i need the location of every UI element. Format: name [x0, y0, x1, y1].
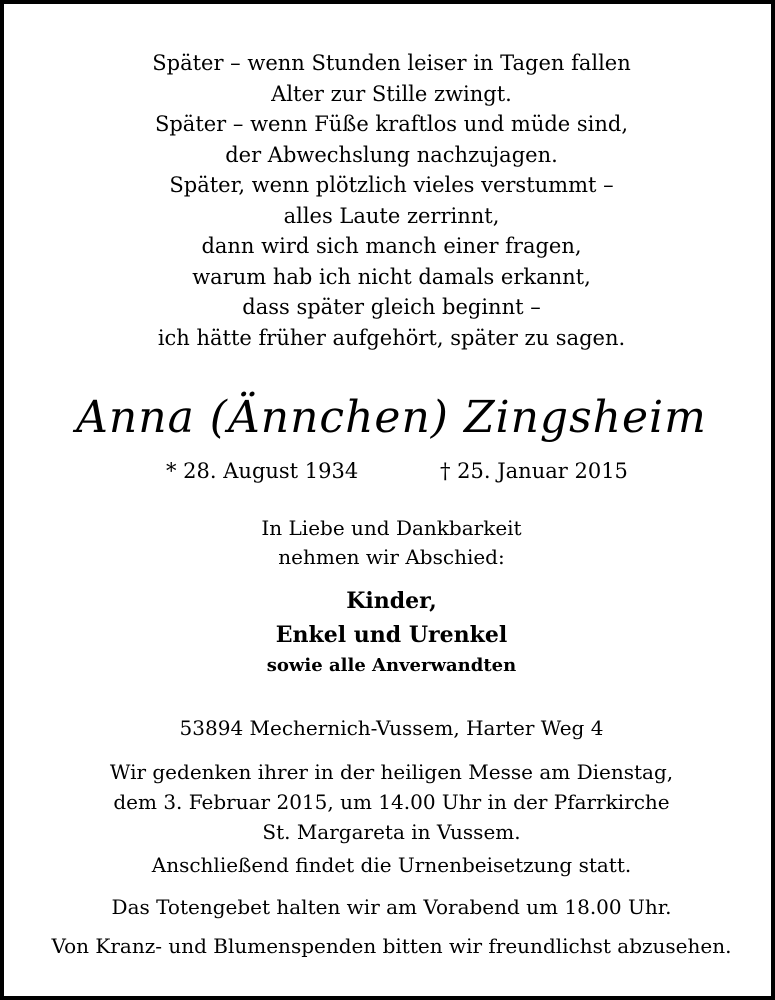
mass-announcement [4, 757, 775, 847]
poem [4, 48, 775, 353]
poem-line: dann wird sich manch einer fragen, [201, 234, 582, 258]
poem-line: ich hätte früher aufgehört, später zu sagen. [157, 325, 626, 350]
prayer-note: Das Totengebet halten wir am Vorabend um 18.00 Uhr. [111, 895, 672, 919]
urn-burial-note: Anschließend findet die Urnenbeisetzung statt. [151, 853, 632, 877]
farewell-line: nehmen wir Abschied: [278, 545, 505, 569]
poem-line: alles Laute zerrinnt, [283, 203, 500, 228]
farewell-line: In Liebe und Dankbarkeit [261, 516, 522, 540]
poem-line: warum hab ich nicht damals erkannt, [192, 264, 591, 289]
flowers-note: Von Kranz- und Blumenspenden bitten wir freundlichst abzusehen. [51, 934, 732, 958]
poem-line: der Abwechslung nachzujagen. [225, 142, 558, 167]
mourners [4, 584, 775, 680]
deceased-name: Anna (Ännchen) Zingsheim [76, 392, 707, 443]
mass-line: dem 3. Februar 2015, um 14.00 Uhr in der Pfarrkirche [113, 790, 670, 814]
birth-date: * 28. August 1934 [166, 459, 359, 483]
mourners-relatives: sowie alle Anverwandten [266, 655, 517, 676]
mass-line: Wir gedenken ihrer in der heiligen Messe am Dienstag, [109, 760, 674, 784]
poem-line: dass später gleich beginnt – [242, 295, 541, 319]
poem-line: Später, wenn plötzlich vieles verstummt – [169, 173, 614, 197]
mourners-grandchildren: Enkel und Urenkel [275, 622, 508, 648]
poem-line: Alter zur Stille zwingt. [271, 81, 512, 106]
mass-line: St. Margareta in Vussem. [262, 820, 521, 844]
poem-line: Später – wenn Füße kraftlos und müde sind, [154, 112, 629, 136]
death-date: † 25. Januar 2015 [440, 459, 628, 483]
address: 53894 Mechernich-Vussem, Harter Weg 4 [179, 716, 604, 740]
poem-line: Später – wenn Stunden leiser in Tagen fallen [152, 51, 631, 75]
farewell-text [4, 514, 775, 572]
mourners-children: Kinder, [346, 588, 437, 614]
